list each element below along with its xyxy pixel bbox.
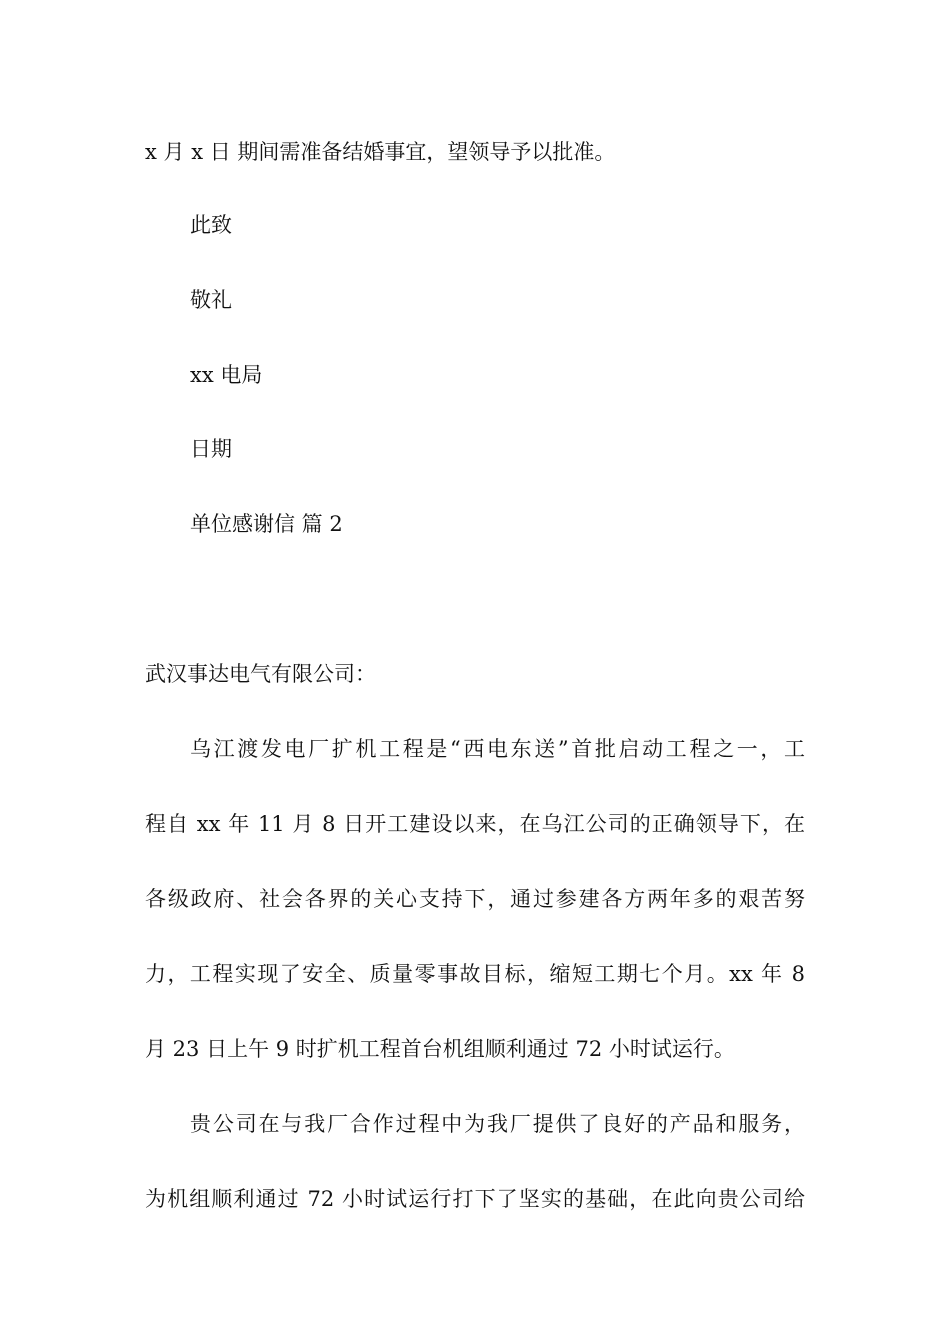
paragraph-line: 乌江渡发电厂扩机工程是“西电东送”首批启动工程之一，工 <box>190 737 805 761</box>
closing-salutation: 此致 <box>190 213 232 237</box>
paragraph-line: 力，工程实现了安全、质量零事故目标，缩短工期七个月。xx 年 8 <box>145 962 805 986</box>
paragraph-line: 各级政府、社会各界的关心支持下，通过参建各方两年多的艰苦努 <box>145 887 805 911</box>
paragraph-line: 为机组顺利通过 72 小时试运行打下了坚实的基础，在此向贵公司给 <box>145 1187 805 1211</box>
paragraph-line: 程自 xx 年 11 月 8 日开工建设以来，在乌江公司的正确领导下，在 <box>145 812 805 836</box>
sender-name: xx 电局 <box>190 363 263 387</box>
text-line: x 月 x 日 期间需准备结婚事宜，望领导予以批准。 <box>145 140 616 164</box>
section-heading: 单位感谢信 篇 2 <box>190 512 343 536</box>
closing-regards: 敬礼 <box>190 288 232 312</box>
recipient-line: 武汉事达电气有限公司： <box>145 662 376 686</box>
date-label: 日期 <box>190 437 232 461</box>
paragraph-line: 月 23 日上午 9 时扩机工程首台机组顺利通过 72 小时试运行。 <box>145 1037 735 1061</box>
paragraph-line: 贵公司在与我厂合作过程中为我厂提供了良好的产品和服务， <box>190 1112 805 1136</box>
